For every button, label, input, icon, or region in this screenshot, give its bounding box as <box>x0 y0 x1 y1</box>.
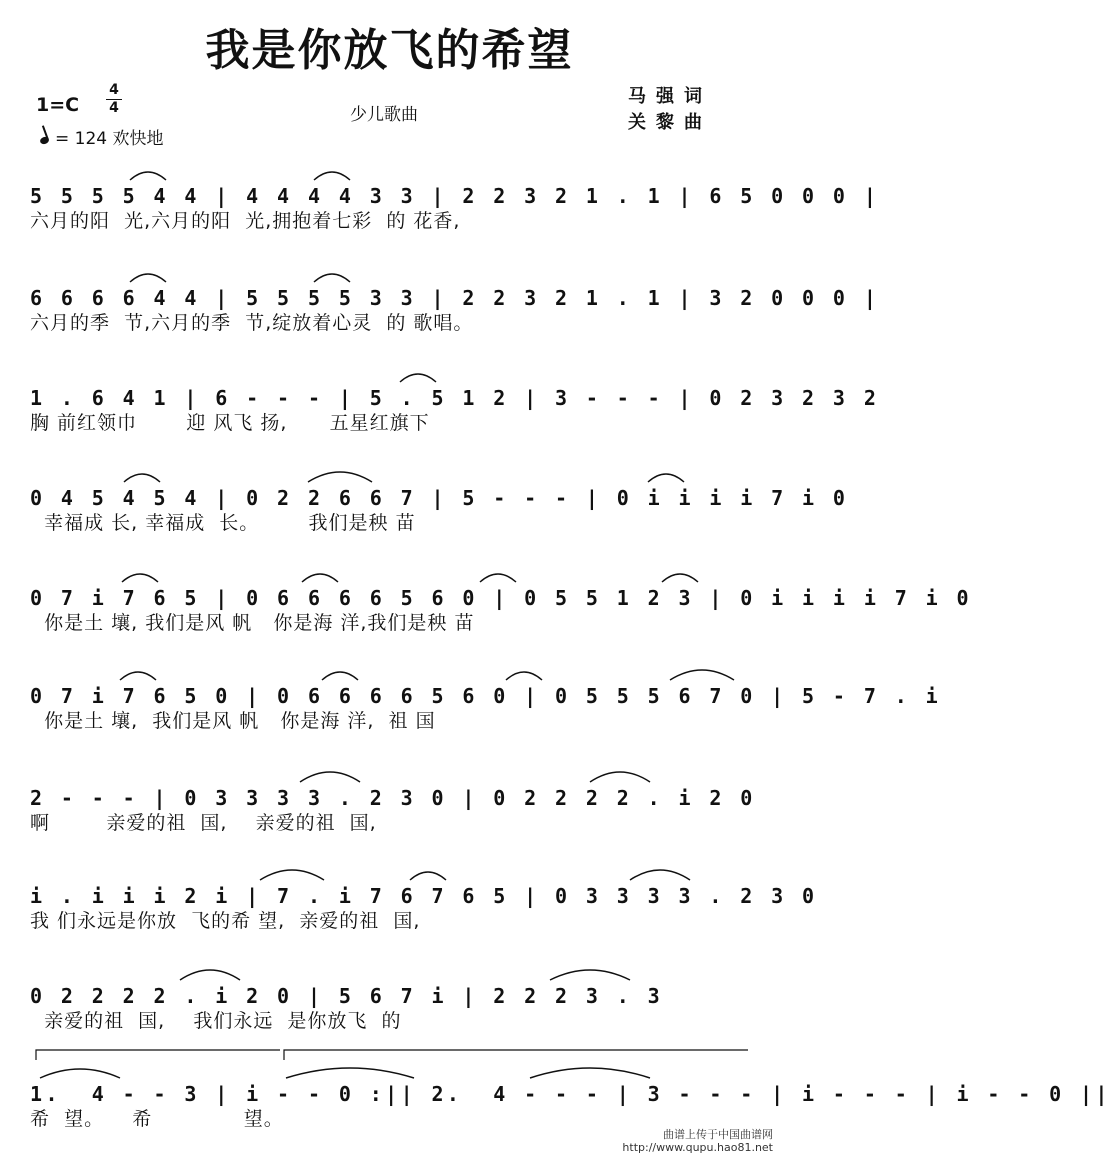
slur-marks <box>30 1052 752 1082</box>
slur-marks <box>30 356 752 386</box>
jianpu-notes: 0 7 i 7 6 5 0 | 0 6 6 6 6 5 6 0 | 0 5 5 5 6 7 0 | 5 - 7 . i <box>30 684 942 708</box>
slur <box>662 574 698 582</box>
lyrics-line: 你是土 壤, 我们是风 帆 你是海 洋,我们是秧 苗 <box>30 612 475 634</box>
lyrics-line: 亲爱的祖 国, 我们永远 是你放飞 的 <box>30 1010 402 1032</box>
volta-bracket <box>284 1050 748 1060</box>
lyrics-line: 啊 亲爱的祖 国, 亲爱的祖 国, <box>30 812 377 834</box>
slur <box>180 970 240 980</box>
slur <box>300 772 360 782</box>
slur-marks <box>30 154 752 184</box>
score-row <box>30 364 880 434</box>
slur <box>322 672 358 680</box>
score-row <box>30 264 880 334</box>
score-row <box>30 962 752 1032</box>
time-signature <box>104 82 124 117</box>
lyrics-line: 你是土 壤, 我们是风 帆 你是海 洋, 祖 国 <box>30 710 436 732</box>
slur <box>590 772 650 782</box>
lyrics-line: 胸 前红领巾 迎 风飞 扬, 五星红旗下 <box>30 412 430 434</box>
volta-bracket <box>36 1050 280 1060</box>
slur <box>260 870 324 880</box>
slur <box>648 474 684 482</box>
slur <box>630 870 690 880</box>
composer-credit: 关黎曲 <box>628 112 712 133</box>
slur <box>124 474 160 482</box>
lyrics-line: 六月的阳 光,六月的阳 光,拥抱着七彩 的 花香, <box>30 210 461 232</box>
tempo-mark <box>40 124 164 149</box>
watermark-line2: http://www.qupu.hao81.net <box>622 1141 773 1154</box>
slur <box>506 672 542 680</box>
watermark <box>622 1128 773 1154</box>
jianpu-notes: 0 4 5 4 5 4 | 0 2 2 6 6 7 | 5 - - - | 0 i i i i 7 i 0 <box>30 486 849 510</box>
jianpu-notes: 5 5 5 5 4 4 | 4 4 4 4 3 3 | 2 2 3 2 1 . 1 | 6 5 0 0 0 | <box>30 184 880 208</box>
score-row <box>30 1060 1111 1130</box>
slur <box>302 574 338 582</box>
slur <box>410 872 446 880</box>
slur-marks <box>30 256 752 286</box>
jianpu-notes: 1. 4 - - 3 | i - - 0 :|| 2. 4 - - - | 3 - - - | i - - - | i - - 0 || <box>30 1082 1111 1106</box>
watermark-line1: 曲谱上传于中国曲谱网 <box>663 1128 773 1141</box>
slur <box>122 574 158 582</box>
subtitle: 少儿歌曲 <box>350 105 418 125</box>
jianpu-notes: 0 2 2 2 2 . i 2 0 | 5 6 7 i | 2 2 2 3 . 3 <box>30 984 664 1008</box>
score-row <box>30 862 818 932</box>
time-signature-bottom: 4 <box>109 100 119 116</box>
slur-marks <box>30 456 752 486</box>
slur <box>480 574 516 582</box>
slur <box>40 1069 120 1078</box>
slur <box>670 670 734 680</box>
slur <box>314 274 350 282</box>
jianpu-notes: 0 7 i 7 6 5 | 0 6 6 6 6 5 6 0 | 0 5 5 1 2 3 | 0 i i i i 7 i 0 <box>30 586 972 610</box>
slur-marks <box>30 854 752 884</box>
slur <box>130 172 166 180</box>
lyrics-line: 希 望。 希 望。 <box>30 1108 284 1130</box>
lyricist-credit: 马强词 <box>628 86 712 107</box>
score-row <box>30 764 756 834</box>
score-row <box>30 162 880 232</box>
time-signature-top: 4 <box>109 82 119 98</box>
slur <box>130 274 166 282</box>
key-signature: 1=C <box>36 94 80 116</box>
slur-marks <box>30 654 752 684</box>
quarter-note-icon <box>39 136 50 146</box>
slur-marks <box>30 556 752 586</box>
lyrics-line: 六月的季 节,六月的季 节,绽放着心灵 的 歌唱。 <box>30 312 474 334</box>
jianpu-notes: 1 . 6 4 1 | 6 - - - | 5 . 5 1 2 | 3 - - - | 0 2 3 2 3 2 <box>30 386 880 410</box>
slur <box>550 970 630 980</box>
jianpu-notes: 6 6 6 6 4 4 | 5 5 5 5 3 3 | 2 2 3 2 1 . 1 | 3 2 0 0 0 | <box>30 286 880 310</box>
slur <box>286 1068 414 1078</box>
slur <box>120 672 156 680</box>
jianpu-notes: i . i i i 2 i | 7 . i 7 6 7 6 5 | 0 3 3 3 3 . 2 3 0 <box>30 884 818 908</box>
slur <box>314 172 350 180</box>
score-row <box>30 662 942 732</box>
slur-marks <box>30 756 752 786</box>
tempo-text: = 124 欢快地 <box>55 129 164 149</box>
score-row <box>30 564 972 634</box>
song-title: 我是你放飞的希望 <box>205 25 574 76</box>
slur <box>530 1068 650 1078</box>
slur <box>400 374 436 382</box>
slur-marks <box>30 954 752 984</box>
jianpu-notes: 2 - - - | 0 3 3 3 3 . 2 3 0 | 0 2 2 2 2 . i 2 0 <box>30 786 756 810</box>
lyrics-line: 幸福成 长, 幸福成 长。 我们是秧 苗 <box>30 512 416 534</box>
slur <box>308 472 372 482</box>
lyrics-line: 我 们永远是你放 飞的希 望, 亲爱的祖 国, <box>30 910 421 932</box>
score-row <box>30 464 849 534</box>
